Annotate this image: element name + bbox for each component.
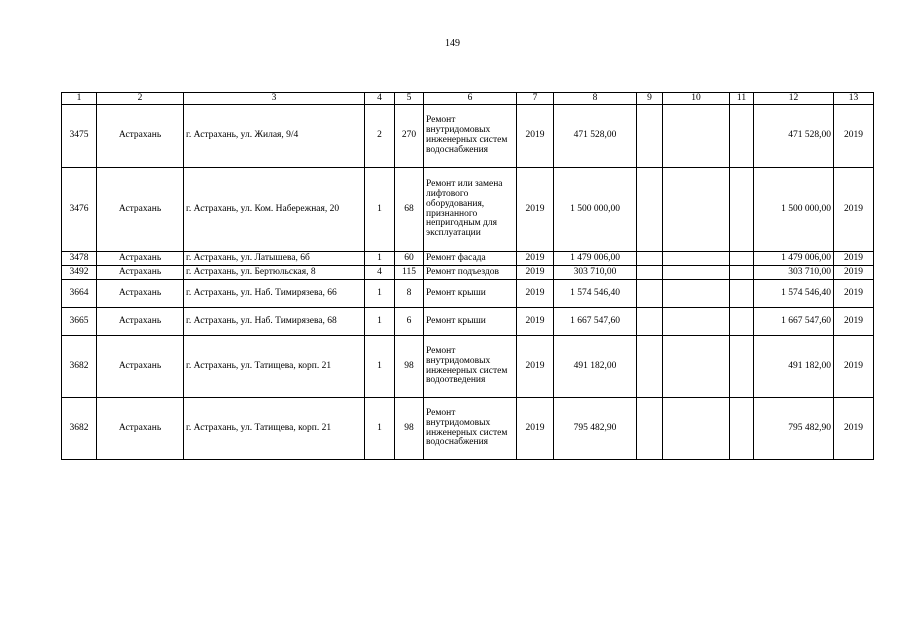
cell-cost: 1 479 006,00	[554, 252, 637, 266]
column-number-row	[62, 93, 874, 105]
cell-year: 2019	[517, 398, 554, 460]
cell-year-end: 2019	[834, 336, 874, 398]
column-header: 7	[517, 93, 554, 105]
cell-municipality: Астрахань	[97, 105, 184, 168]
cell-cost: 795 482,90	[554, 398, 637, 460]
cell-cost: 303 710,00	[554, 266, 637, 280]
cell-year: 2019	[517, 252, 554, 266]
cell-address: г. Астрахань, ул. Наб. Тимирязева, 68	[184, 308, 365, 336]
cell-address: г. Астрахань, ул. Латышева, 6б	[184, 252, 365, 266]
cell-year: 2019	[517, 308, 554, 336]
page-number: 149	[445, 38, 460, 49]
cell-col11	[730, 398, 754, 460]
cell-col9	[637, 252, 663, 266]
cell-municipality: Астрахань	[97, 308, 184, 336]
table-row	[62, 336, 874, 398]
cell-work-type: Ремонт подъездов	[424, 266, 517, 280]
cell-col11	[730, 168, 754, 252]
column-header: 2	[97, 93, 184, 105]
cell-col9	[637, 280, 663, 308]
cell-total: 1 574 546,40	[754, 280, 834, 308]
cell-col9	[637, 398, 663, 460]
cell-year: 2019	[517, 105, 554, 168]
table-row	[62, 280, 874, 308]
cell-work-type: Ремонт внутридомовых инженерных систем водоотведения	[424, 336, 517, 398]
cell-col10	[663, 398, 730, 460]
cell-id: 3478	[62, 252, 97, 266]
cell-address: г. Астрахань, ул. Жилая, 9/4	[184, 105, 365, 168]
cell-total: 491 182,00	[754, 336, 834, 398]
cell-municipality: Астрахань	[97, 168, 184, 252]
cell-col4: 1	[365, 398, 395, 460]
cell-address: г. Астрахань, ул. Татищева, корп. 21	[184, 336, 365, 398]
cell-col5: 8	[395, 280, 424, 308]
column-header: 8	[554, 93, 637, 105]
cell-cost: 1 667 547,60	[554, 308, 637, 336]
cell-col4: 4	[365, 266, 395, 280]
cell-municipality: Астрахань	[97, 266, 184, 280]
column-header: 5	[395, 93, 424, 105]
cell-col11	[730, 105, 754, 168]
cell-year-end: 2019	[834, 252, 874, 266]
column-header: 11	[730, 93, 754, 105]
cell-col4: 1	[365, 336, 395, 398]
cell-year-end: 2019	[834, 168, 874, 252]
cell-cost: 1 574 546,40	[554, 280, 637, 308]
cell-address: г. Астрахань, ул. Бертюльская, 8	[184, 266, 365, 280]
cell-municipality: Астрахань	[97, 398, 184, 460]
cell-col9	[637, 336, 663, 398]
cell-municipality: Астрахань	[97, 280, 184, 308]
column-header: 12	[754, 93, 834, 105]
cell-col11	[730, 252, 754, 266]
cell-col9	[637, 105, 663, 168]
cell-address: г. Астрахань, ул. Ком. Набережная, 20	[184, 168, 365, 252]
cell-year-end: 2019	[834, 105, 874, 168]
cell-col10	[663, 336, 730, 398]
cell-municipality: Астрахань	[97, 252, 184, 266]
table-row	[62, 308, 874, 336]
cell-total: 1 500 000,00	[754, 168, 834, 252]
cell-col5: 60	[395, 252, 424, 266]
cell-col10	[663, 266, 730, 280]
cell-year: 2019	[517, 168, 554, 252]
cell-year-end: 2019	[834, 280, 874, 308]
table-row	[62, 266, 874, 280]
cell-id: 3682	[62, 336, 97, 398]
cell-id: 3664	[62, 280, 97, 308]
cell-col9	[637, 266, 663, 280]
cell-year-end: 2019	[834, 308, 874, 336]
cell-col5: 270	[395, 105, 424, 168]
cell-year-end: 2019	[834, 266, 874, 280]
cell-cost: 471 528,00	[554, 105, 637, 168]
cell-col11	[730, 308, 754, 336]
cell-col5: 115	[395, 266, 424, 280]
cell-col5: 68	[395, 168, 424, 252]
cell-work-type: Ремонт крыши	[424, 308, 517, 336]
cell-id: 3665	[62, 308, 97, 336]
column-header: 13	[834, 93, 874, 105]
table-row	[62, 105, 874, 168]
cell-total: 1 479 006,00	[754, 252, 834, 266]
cell-col4: 1	[365, 168, 395, 252]
cell-work-type: Ремонт внутридомовых инженерных систем водоснабжения	[424, 105, 517, 168]
column-header: 6	[424, 93, 517, 105]
cell-year: 2019	[517, 336, 554, 398]
cell-total: 795 482,90	[754, 398, 834, 460]
cell-work-type: Ремонт внутридомовых инженерных систем водоснабжения	[424, 398, 517, 460]
cell-year: 2019	[517, 266, 554, 280]
cell-col11	[730, 336, 754, 398]
cell-col5: 6	[395, 308, 424, 336]
cell-col11	[730, 280, 754, 308]
cell-id: 3492	[62, 266, 97, 280]
cell-id: 3682	[62, 398, 97, 460]
cell-id: 3476	[62, 168, 97, 252]
column-header: 4	[365, 93, 395, 105]
cell-work-type: Ремонт крыши	[424, 280, 517, 308]
cell-col4: 2	[365, 105, 395, 168]
cell-col9	[637, 168, 663, 252]
cell-col4: 1	[365, 252, 395, 266]
cell-col10	[663, 280, 730, 308]
cell-id: 3475	[62, 105, 97, 168]
cell-col4: 1	[365, 280, 395, 308]
table-row	[62, 168, 874, 252]
table-row	[62, 252, 874, 266]
cell-col5: 98	[395, 336, 424, 398]
cell-col5: 98	[395, 398, 424, 460]
cell-col10	[663, 168, 730, 252]
cell-col10	[663, 308, 730, 336]
cell-work-type: Ремонт фасада	[424, 252, 517, 266]
column-header: 1	[62, 93, 97, 105]
registry-table	[61, 92, 874, 460]
cell-total: 471 528,00	[754, 105, 834, 168]
cell-col9	[637, 308, 663, 336]
column-header: 10	[663, 93, 730, 105]
cell-address: г. Астрахань, ул. Татищева, корп. 21	[184, 398, 365, 460]
cell-year-end: 2019	[834, 398, 874, 460]
cell-municipality: Астрахань	[97, 336, 184, 398]
cell-col10	[663, 105, 730, 168]
cell-col11	[730, 266, 754, 280]
column-header: 3	[184, 93, 365, 105]
cell-col10	[663, 252, 730, 266]
cell-work-type: Ремонт или замена лифтового оборудования, признанного непригодным для эксплуатации	[424, 168, 517, 252]
table-row	[62, 398, 874, 460]
cell-address: г. Астрахань, ул. Наб. Тимирязева, 66	[184, 280, 365, 308]
cell-total: 303 710,00	[754, 266, 834, 280]
cell-cost: 491 182,00	[554, 336, 637, 398]
cell-col4: 1	[365, 308, 395, 336]
column-header: 9	[637, 93, 663, 105]
cell-cost: 1 500 000,00	[554, 168, 637, 252]
cell-total: 1 667 547,60	[754, 308, 834, 336]
cell-year: 2019	[517, 280, 554, 308]
